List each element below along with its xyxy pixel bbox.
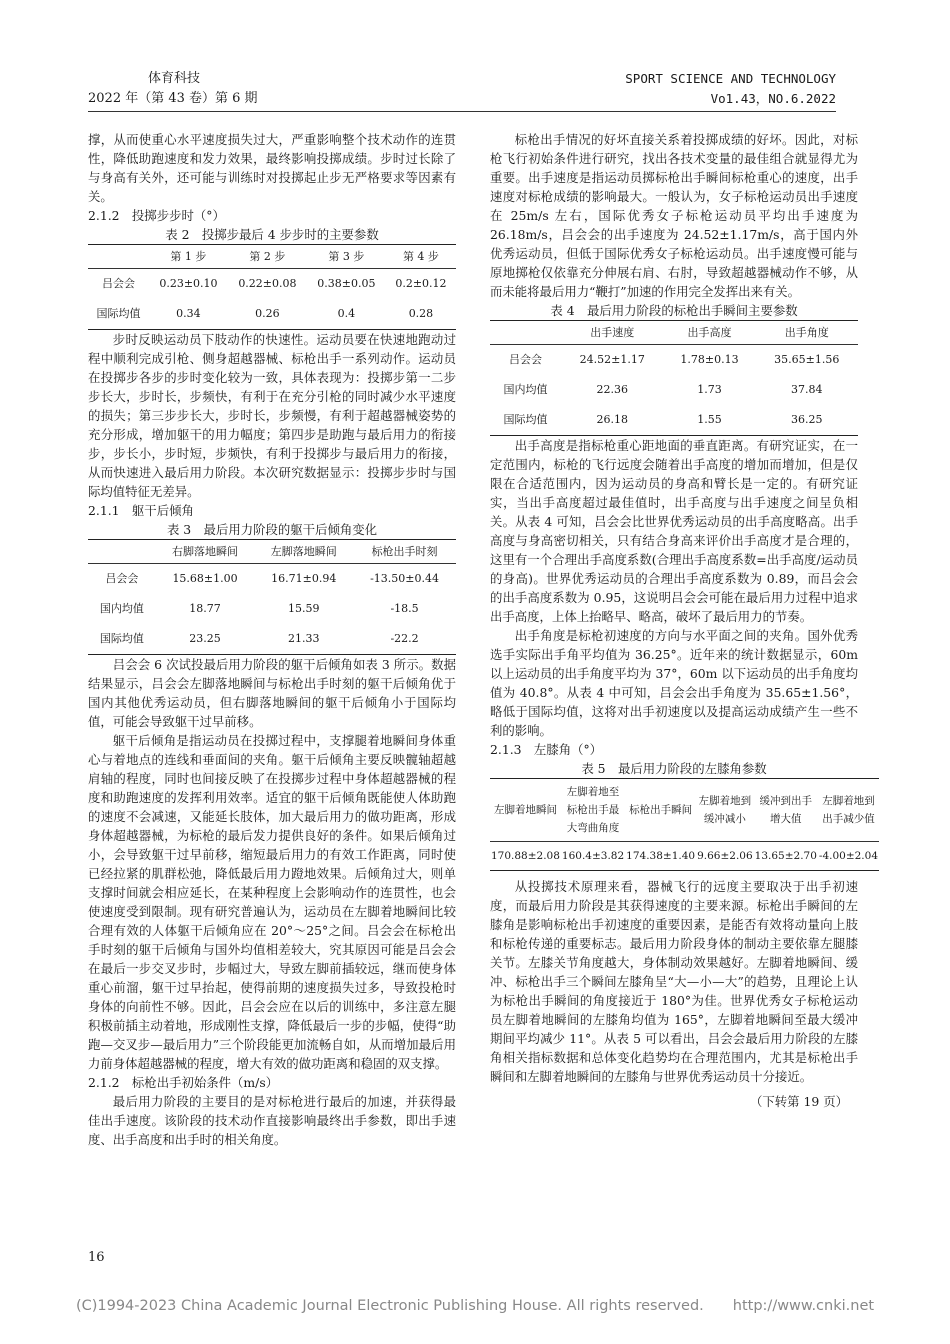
page-number: 16 bbox=[88, 1250, 105, 1265]
paragraph: 最后用力阶段的主要目的是对标枪进行最后的加速，并获得最佳出手速度。该阶段的技术动作直接影响最终出手参数，即出手速度、出手高度和出手时的相关角度。 bbox=[88, 1094, 456, 1147]
table-cell: -18.5 bbox=[390, 602, 419, 615]
paragraph: 标枪出手情况的好坏直接关系着投掷成绩的好坏。因此，对标枪飞行初始条件进行研究，找出各技术变量的最佳组合就显得尤为重要。出手速度是指运动员掷标枪出手瞬间标枪重心的速度，出手速度对标枪成绩的影响最大。一般认为，女子标枪运动员出手速度在 25m/s 左右，国际优秀女子标枪运动员平均出手速度为 26.18m/s，吕会会的出手速度为 24.52±1.17m/s，高于国内外优秀运动员，但低于国际优秀女子标枪运动员。出手速度慢可能与原地掷枪仅依靠充分伸展右肩、右肘，导致超越器械动作不够，从而未能将最后用力“鞭打”加速的作用完全发挥出来有关。 bbox=[490, 132, 858, 299]
table-cell: 35.65±1.56 bbox=[774, 353, 840, 366]
table-row bbox=[88, 299, 456, 330]
table-cell: 36.25 bbox=[756, 405, 858, 436]
table-2 bbox=[88, 244, 456, 330]
table-cell: 13.65±2.70 bbox=[754, 842, 818, 871]
right-column bbox=[490, 130, 879, 1111]
table-caption: 表 5 最后用力阶段的左膝角参数 bbox=[581, 761, 767, 776]
table-cell: -4.00±2.04 bbox=[818, 842, 879, 871]
table-cell: 0.23±0.10 bbox=[159, 277, 218, 290]
table-row bbox=[88, 269, 456, 300]
table-header: 第 4 步 bbox=[386, 245, 456, 269]
section-heading: 2.1.1 躯干后倾角 bbox=[88, 503, 194, 518]
paragraph: 出手角度是标枪初速度的方向与水平面之间的夹角。国外优秀选手实际出手角平均值为 36.25°。近年来的统计数据显示，60m 以上运动员的出手角度平均为 37°，60m 以下运动员的出手角度均值为 40.8°。从表 4 中可知，吕会会出手角度为 35.65±1.56°，略低于国际均值，这将对出手初速度以及提高运动成绩产生一些不利的影响。 bbox=[490, 628, 858, 738]
table-cell: 国内均值 bbox=[99, 602, 144, 615]
table-header: 第 1 步 bbox=[149, 245, 228, 269]
table-cell: -22.2 bbox=[353, 624, 456, 655]
table-cell: 国内均值 bbox=[503, 383, 548, 396]
copyright-footer: (C)1994-2023 China Academic Journal Electronic Publishing House. All rights reserved. http://www.cnki.net bbox=[75, 1298, 875, 1314]
table-header bbox=[490, 321, 561, 345]
table-cell: 吕会会 bbox=[101, 277, 135, 290]
table-caption: 表 4 最后用力阶段的标枪出手瞬间主要参数 bbox=[550, 303, 798, 318]
table-header bbox=[88, 540, 156, 564]
section-heading: 2.1.3 左膝角（°） bbox=[490, 742, 603, 757]
table-cell: 0.38±0.05 bbox=[317, 277, 376, 290]
table-cell: 吕会会 bbox=[509, 353, 543, 366]
table-cell: 170.88±2.08 bbox=[490, 842, 561, 871]
table-3 bbox=[88, 539, 456, 655]
issue-cn: 2022 年（第 43 卷）第 6 期 bbox=[88, 91, 258, 106]
table-header: 第 3 步 bbox=[307, 245, 386, 269]
issue-en: Vo1.43，NO.6.2022 bbox=[710, 91, 836, 106]
table-row bbox=[88, 564, 456, 595]
table-row bbox=[88, 594, 456, 624]
table-cell: 23.25 bbox=[156, 624, 255, 655]
table-cell: 国际均值 bbox=[490, 405, 561, 436]
table-cell: 21.33 bbox=[254, 624, 353, 655]
table-row bbox=[490, 842, 879, 871]
table-cell: 18.77 bbox=[189, 602, 221, 615]
table-cell: 9.66±2.06 bbox=[696, 842, 754, 871]
table-cell: 174.38±1.40 bbox=[625, 842, 696, 871]
table-header bbox=[88, 245, 149, 269]
table-caption: 表 3 最后用力阶段的躯干后倾角变化 bbox=[166, 522, 378, 537]
table-header: 左脚着地到出手减少值 bbox=[818, 779, 879, 842]
table-cell: 15.68±1.00 bbox=[172, 572, 238, 585]
table-cell: 1.78±0.13 bbox=[680, 353, 739, 366]
table-row bbox=[490, 375, 858, 405]
paragraph: 躯干后倾角是指运动员在投掷过程中，支撑腿着地瞬间身体重心与着地点的连线和垂面间的夹角。躯干后倾角主要反映髋轴超越肩轴的程度，同时也间接反映了在投掷步过程中身体超越器械的程度和助跑速度的发挥利用效率。适宜的躯干后倾角既能使人体助跑的速度不会减速，又能延长肢体，加大最后用力的做功距离，形成身体超越器械，为标枪的最后发力提供良好的条件。如果后倾角过小，会导致躯干过早前移，缩短最后用力的有效工作距离，同时使已经拉紧的肌群松弛，降低最后用力蹬地效果。后倾角过大，则单支撑时间就会相应延长，在某种程度上会影响动作的连贯性，也会使速度受到限制。现有研究普遍认为，运动员在左脚着地瞬间比较合理有效的人体躯干后倾角应在 20°～25°之间。吕会会在标枪出手时刻的躯干后倾角与国外均值相差较大，究其原因可能是吕会会在最后一步交叉步时，步幅过大，导致左脚前插较远，继而使身体重心前溜，躯干过早抬起，使得前期的速度损失过多，导致投枪时身体的向前性不够。因此，吕会会应在以后的训练中，多注意左腿积极前插主动着地，形成刚性支撑，降低最后一步的步幅，使得“助跑—交叉步—最后用力”三个阶段能更加流畅自如，从而增加最后用力前身体超越器械的程度，增大有效的做功距离和稳固的双支撑。 bbox=[88, 733, 456, 1071]
table-4 bbox=[490, 320, 858, 436]
table-header: 标枪出手时刻 bbox=[353, 540, 456, 564]
table-header: 第 2 步 bbox=[228, 245, 307, 269]
table-cell: 吕会会 bbox=[105, 572, 139, 585]
table-header: 标枪出手瞬间 bbox=[625, 779, 696, 842]
table-5 bbox=[490, 778, 879, 871]
table-cell: 15.59 bbox=[288, 602, 320, 615]
table-cell: 26.18 bbox=[561, 405, 663, 436]
table-header: 缓冲到出手增大值 bbox=[754, 779, 818, 842]
paragraph: 出手高度是指标枪重心距地面的垂直距离。有研究证实，在一定范围内，标枪的飞行远度会随着出手高度的增加而增加，但是仅限在合适范围内，因为运动员的身高和臂长是一定的。有研究证实，当出手高度超过最佳值时，出手高度与出手速度之间呈负相关。从表 4 可知，吕会会比世界优秀运动员的出手高度略高。出手高度与身高密切相关，只有结合身高来评价出手高度才是合理的，这里有一个合理出手高度系数(合理出手高度系数=出手高度/运动员的身高)。世界优秀运动员的合理出手高度系数为 0.89，而吕会会的出手高度系数为 0.95，这说明吕会会可能在最后用力过程中追求出手高度，上体上抬略早、略高，破坏了最后用力的节奏。 bbox=[490, 438, 858, 624]
paragraph: 撑，从而使重心水平速度损失过大，严重影响整个技术动作的连贯性，降低助跑速度和发力效果，最终影响投掷成绩。步时过长除了与身高有关外，还可能与训练时对投掷起止步无严格要求等因素有关。 bbox=[88, 132, 456, 204]
table-header: 右脚落地瞬间 bbox=[156, 540, 255, 564]
table-header: 左脚着地瞬间 bbox=[490, 779, 561, 842]
table-header: 出手角度 bbox=[756, 321, 858, 345]
table-cell: 0.26 bbox=[228, 299, 307, 330]
table-header: 出手速度 bbox=[561, 321, 663, 345]
journal-title-cn: 体育科技 bbox=[148, 71, 201, 86]
table-cell: 0.34 bbox=[149, 299, 228, 330]
paragraph: 步时反映运动员下肢动作的快速性。运动员要在快速地跑动过程中顺利完成引枪、侧身超越器械、标枪出手一系列动作。运动员在投掷步各步的步时变化较为一致，具体表现为：投掷步第一二步步长大，步时长，步频快，有利于在充分引枪的同时减少水平速度的损失；第三步步长大，步时长，步频慢，有利于超越器械姿势的充分形成，增加躯干的用力幅度；第四步是助跑与最后用力的衔接步，步长小，步时短，步频快，有利于投掷步与最后用力的衔接，从而快速进入最后用力阶段。本次研究数据显示：投掷步步时与国际均值特征无差异。 bbox=[88, 332, 456, 499]
table-cell: 1.73 bbox=[697, 383, 722, 396]
table-cell: 0.28 bbox=[386, 299, 456, 330]
table-row bbox=[490, 405, 858, 436]
table-cell: 国际均值 bbox=[88, 624, 156, 655]
table-header: 左脚着地至标枪出手最大弯曲角度 bbox=[561, 779, 625, 842]
table-cell: 0.2±0.12 bbox=[395, 277, 447, 290]
table-cell: 0.22±0.08 bbox=[238, 277, 297, 290]
table-cell: 国际均值 bbox=[88, 299, 149, 330]
table-cell: -13.50±0.44 bbox=[370, 572, 440, 585]
table-cell: 1.55 bbox=[663, 405, 755, 436]
journal-title-en: SPORT SCIENCE AND TECHNOLOGY bbox=[625, 71, 836, 86]
paragraph: 从投掷技术原理来看，器械飞行的远度主要取决于出手初速度，而最后用力阶段是其获得速度的主要来源。标枪出手瞬间的左膝角是影响标枪出手初速度的重要因素，是能否有效将动量向上肢和标枪传递的重要标志。最后用力阶段身体的制动主要依靠左腿膝关节。左膝关节角度越大，身体制动效果越好。左脚着地瞬间、缓冲、标枪出手三个瞬间左膝角呈“大—小—大”的趋势，且理论上认为标枪出手瞬间的角度接近于 180°为佳。世界优秀女子标枪运动员左脚着地瞬间的左膝角均值为 165°，左脚着地瞬间至最大缓冲期间平均减少 11°。从表 5 可以看出，吕会会最后用力阶段的左膝角相关指标数据和总体变化趋势均在合理范围内，尤其是标枪出手瞬间和左脚着地瞬间的左膝角与世界优秀运动员十分接近。 bbox=[490, 879, 858, 1084]
table-cell: 37.84 bbox=[791, 383, 823, 396]
table-cell: 16.71±0.94 bbox=[271, 572, 337, 585]
table-cell: 22.36 bbox=[596, 383, 628, 396]
table-caption: 表 2 投掷步最后 4 步步时的主要参数 bbox=[165, 227, 379, 242]
section-heading: 2.1.2 标枪出手初始条件（m/s） bbox=[88, 1075, 279, 1090]
table-header: 出手高度 bbox=[663, 321, 755, 345]
table-row bbox=[88, 624, 456, 655]
table-cell: 160.4±3.82 bbox=[561, 842, 625, 871]
table-header: 左脚着地到缓冲减小 bbox=[696, 779, 754, 842]
table-cell: 0.4 bbox=[307, 299, 386, 330]
table-cell: 24.52±1.17 bbox=[579, 353, 645, 366]
left-column bbox=[88, 130, 456, 1149]
header-rule bbox=[88, 111, 836, 112]
continued-note: （下转第 19 页） bbox=[750, 1094, 848, 1109]
paragraph: 吕会会 6 次试投最后用力阶段的躯干后倾角如表 3 所示。数据结果显示，吕会会左脚落地瞬间与标枪出手时刻的躯干后倾角优于国内其他优秀运动员，但右脚落地瞬间的躯干后倾角小于国际均值，可能会导致躯干过早前移。 bbox=[88, 657, 456, 729]
table-header: 左脚落地瞬间 bbox=[254, 540, 353, 564]
section-heading: 2.1.2 投掷步步时（°） bbox=[88, 208, 225, 223]
table-row bbox=[490, 345, 858, 376]
